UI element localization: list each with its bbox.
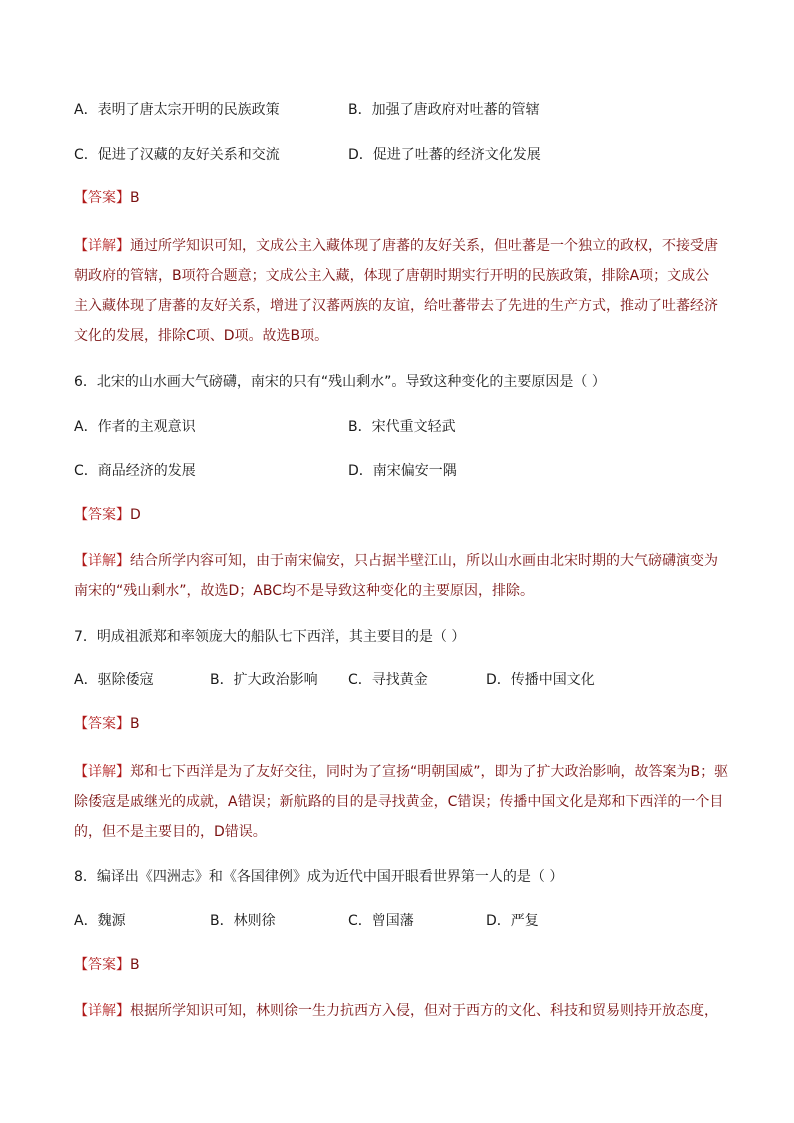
detail-tag: 【详解】 <box>74 1003 130 1019</box>
detail-tag: 【详解】 <box>74 764 130 780</box>
answer-tag: 【答案】 <box>74 507 130 523</box>
detail-tag: 【详解】 <box>74 238 130 254</box>
q8-option-c: C．曾国藩 <box>348 913 414 929</box>
detail-text: 郑和七下西洋是为了友好交往，同时为了宣扬“明朝国威”，即为了扩大政治影响，故答案为B；驱 <box>130 764 729 780</box>
answer-tag: 【答案】 <box>74 957 130 973</box>
q8-option-b: B．林则徐 <box>210 913 276 929</box>
detail-text: 结合所学内容可知，由于南宋偏安，只占据半壁江山，所以山水画由北宋时期的大气磅礴演变为 <box>130 553 718 569</box>
detail-text: 根据所学知识可知，林则徐一生力抗西方入侵，但对于西方的文化、科技和贸易则持开放态度， <box>130 1003 718 1019</box>
detail-tag: 【详解】 <box>74 553 130 569</box>
q7-option-b: B．扩大政治影响 <box>210 672 318 688</box>
q6-detail-line-1 <box>74 551 718 571</box>
q7-answer <box>74 714 140 734</box>
answer-value: D <box>130 507 141 523</box>
q5-option-d: D．促进了吐蕃的经济文化发展 <box>348 147 541 163</box>
q5-detail-line-1 <box>74 236 718 256</box>
q8-question: 8．编译出《四洲志》和《各国律例》成为近代中国开眼看世界第一人的是（ ） <box>74 869 564 885</box>
q7-option-a: A．驱除倭寇 <box>74 672 154 688</box>
q7-question: 7．明成祖派郑和率领庞大的船队七下西洋，其主要目的是（ ） <box>74 629 466 645</box>
q6-option-b: B．宋代重文轻武 <box>348 419 456 435</box>
q8-answer <box>74 955 140 975</box>
q5-detail-line-2: 朝政府的管辖，B项符合题意；文成公主入藏，体现了唐朝时期实行开明的民族政策，排除A项；文成公 <box>74 268 710 284</box>
q5-option-b: B．加强了唐政府对吐蕃的管辖 <box>348 102 540 118</box>
q6-question: 6．北宋的山水画大气磅礴，南宋的只有“残山剩水”。导致这种变化的主要原因是（ ） <box>74 374 606 390</box>
answer-value: B <box>130 716 140 732</box>
q6-option-a: A．作者的主观意识 <box>74 419 196 435</box>
q6-option-d: D．南宋偏安一隅 <box>348 463 457 479</box>
q7-detail-line-3: 的，但不是主要目的，D错误。 <box>74 824 267 840</box>
q6-detail-line-2: 南宋的“残山剩水”，故选D；ABC均不是导致这种变化的主要原因，排除。 <box>74 583 534 599</box>
q7-detail-line-1 <box>74 762 728 782</box>
q6-answer <box>74 505 141 525</box>
answer-value: B <box>130 957 140 973</box>
q5-option-c: C．促进了汉藏的友好关系和交流 <box>74 147 280 163</box>
answer-tag: 【答案】 <box>74 716 130 732</box>
q6-option-c: C．商品经济的发展 <box>74 463 196 479</box>
detail-text: 通过所学知识可知，文成公主入藏体现了唐蕃的友好关系，但吐蕃是一个独立的政权，不接受唐 <box>130 238 718 254</box>
q8-detail-line-1 <box>74 1001 718 1021</box>
answer-tag: 【答案】 <box>74 190 130 206</box>
q8-option-d: D．严复 <box>486 913 539 929</box>
q5-answer <box>74 188 140 208</box>
q7-detail-line-2: 除倭寇是戚继光的成就，A错误；新航路的目的是寻找黄金，C错误；传播中国文化是郑和下西洋的一个目 <box>74 794 724 810</box>
q5-detail-line-3: 主入藏体现了唐蕃的友好关系，增进了汉蕃两族的友谊，给吐蕃带去了先进的生产方式，推动了吐蕃经济 <box>74 298 718 314</box>
q7-option-d: D．传播中国文化 <box>486 672 595 688</box>
q7-option-c: C．寻找黄金 <box>348 672 428 688</box>
q5-option-a: A．表明了唐太宗开明的民族政策 <box>74 102 280 118</box>
q8-option-a: A．魏源 <box>74 913 126 929</box>
answer-value: B <box>130 190 140 206</box>
q5-detail-line-4: 文化的发展，排除C项、D项。故选B项。 <box>74 328 329 344</box>
